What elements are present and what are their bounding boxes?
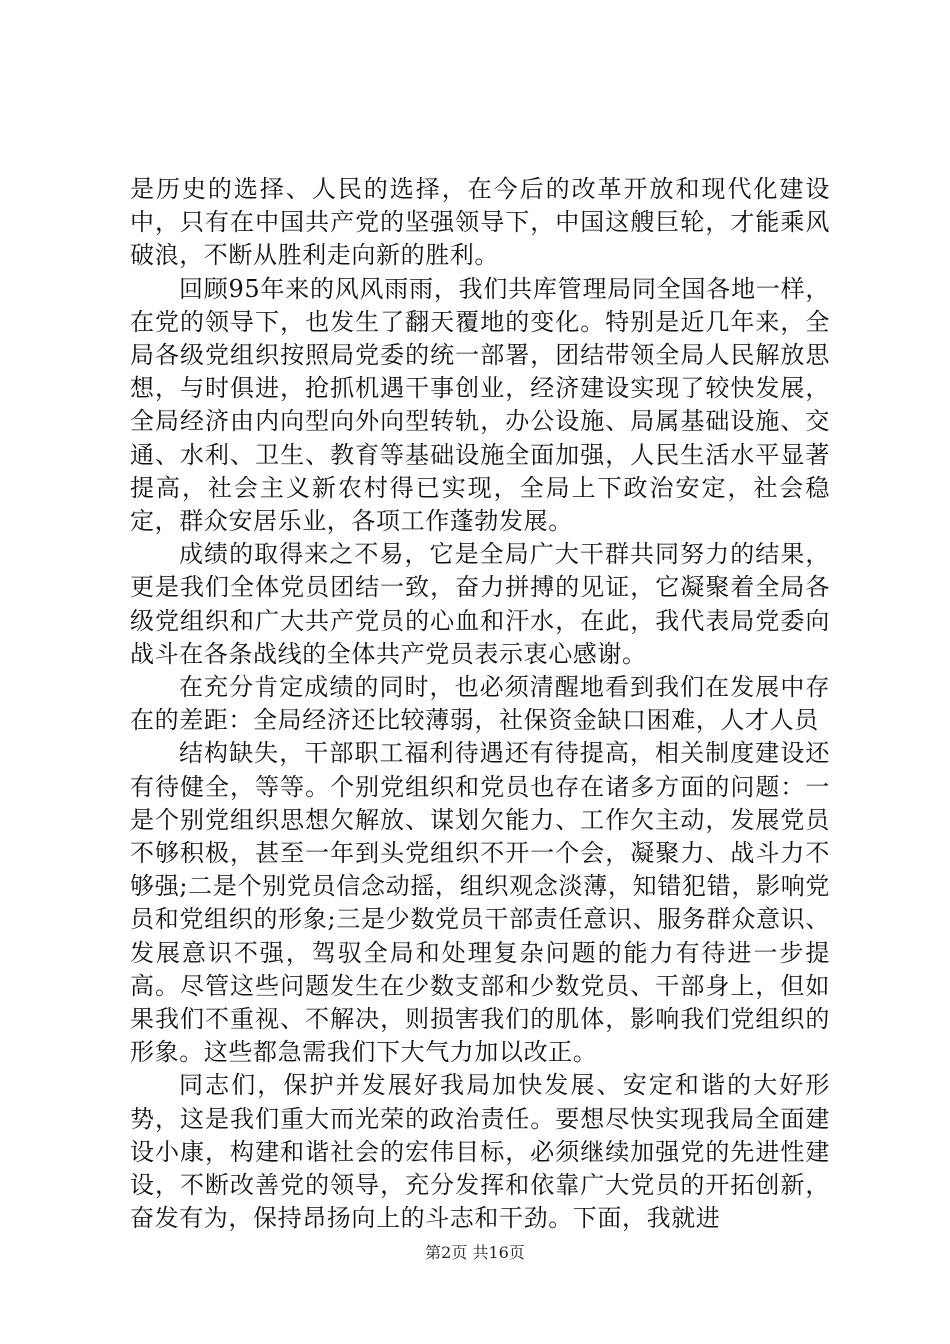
paragraph-achievements: 成绩的取得来之不易，它是全局广大干群共同努力的结果，更是我们全体党员团结一致，奋力拼搏的见证，它凝聚着全局各级党组织和广大共产党员的心血和汗水，在此，我代表局党委向战斗在各条战线的全体共产党员表示衷心感谢。 bbox=[130, 540, 830, 668]
paragraph-gaps: 在充分肯定成绩的同时，也必须清醒地看到我们在发展中存在的差距：全局经济还比较薄弱，社保资金缺口困难，人才人员 bbox=[130, 673, 830, 735]
page-footer: 第2页 共16页 bbox=[425, 1243, 525, 1262]
paragraph-review: 回顾95年来的风风雨雨，我们共库管理局同全国各地一样，在党的领导下，也发生了翻天覆地的变化。特别是近几年来，全局各级党组织按照局党委的统一部署，团结带领全局人民解放思想，与时俱进，抢抓机遇干事创业，经济建设实现了较快发展，全局经济由内向型向外向型转轨，办公设施、局属基础设施、交通、水利、卫生、教育等基础设施全面加强，人民生活水平显著提高，社会主义新农村得已实现，全局上下政治安定，社会稳定，群众安居乐业，各项工作蓬勃发展。 bbox=[130, 274, 830, 536]
paragraph-continued: 是历史的选择、人民的选择，在今后的改革开放和现代化建设中，只有在中国共产党的坚强领导下，中国这艘巨轮，才能乘风破浪，不断从胜利走向新的胜利。 bbox=[130, 175, 830, 270]
paragraph-comrades: 同志们，保护并发展好我局加快发展、安定和谐的大好形势，这是我们重大而光荣的政治责任。要想尽快实现我局全面建设小康，构建和谐社会的宏伟目标，必须继续加强党的先进性建设，不断改善党的领导，充分发挥和依靠广大党员的开拓创新，奋发有为，保持昂扬向上的斗志和干劲。下面，我就进 bbox=[130, 1071, 830, 1233]
document-body bbox=[130, 173, 830, 1236]
paragraph-problems: 结构缺失，干部职工福利待遇还有待提高，相关制度建设还有待健全，等等。个别党组织和党员也存在诸多方面的问题：一是个别党组织思想欠解放、谋划欠能力、工作欠主动，发展党员不够积极，甚至一年到头党组织不开一个会，凝聚力、战斗力不够强;二是个别党员信念动摇，组织观念淡薄，知错犯错，影响党员和党组织的形象;三是少数党员干部责任意识、服务群众意识、发展意识不强，驾驭全局和处理复杂问题的能力有待进一步提高。尽管这些问题发生在少数支部和少数党员、干部身上，但如果我们不重视、不解决，则损害我们的肌体，影响我们党组织的形象。这些都急需我们下大气力加以改正。 bbox=[130, 739, 830, 1067]
